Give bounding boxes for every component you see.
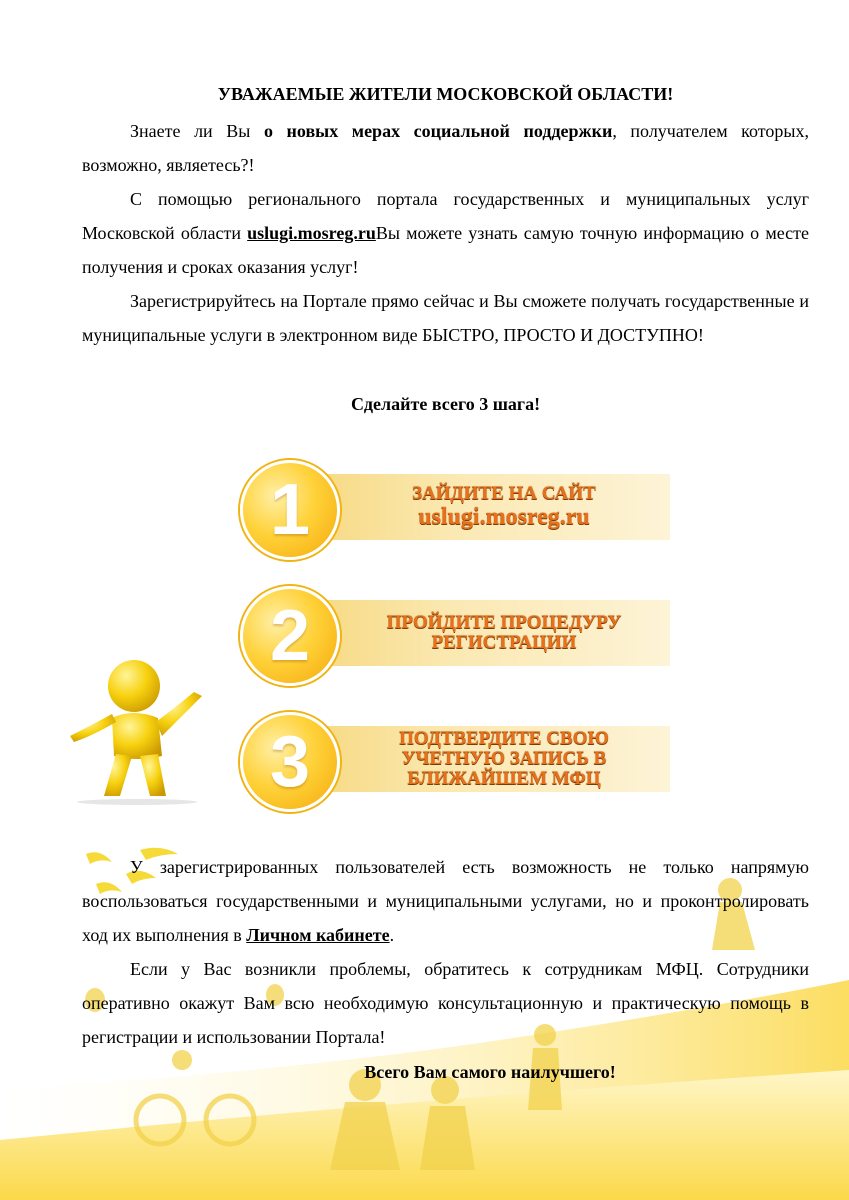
portal-paragraph — [82, 182, 809, 284]
closing-line: Всего Вам самого наилучшего! — [364, 1062, 616, 1082]
step-line: ЗАЙДИТЕ НА САЙТ — [412, 483, 596, 504]
step-link[interactable]: uslugi.mosreg.ru — [418, 504, 590, 530]
step-2 — [240, 586, 680, 682]
steps-heading: Сделайте всего 3 шага! — [350, 394, 541, 414]
step-1 — [240, 460, 680, 556]
step-number: 1 — [269, 470, 311, 550]
intro-text: Знаете ли Вы — [130, 121, 264, 141]
account-text-end: . — [389, 925, 395, 945]
step-text — [336, 600, 672, 666]
page-title: УВАЖАЕМЫЕ ЖИТЕЛИ МОСКОВСКОЙ ОБЛАСТИ! — [217, 84, 674, 104]
intro-paragraph — [82, 114, 809, 182]
step-number: 3 — [269, 722, 311, 802]
step-line: РЕГИСТРАЦИИ — [431, 632, 577, 653]
personal-cabinet-link[interactable]: Личном кабинете — [246, 925, 390, 945]
step-text — [336, 474, 672, 540]
portal-link[interactable]: uslugi.mosreg.ru — [247, 223, 376, 243]
help-paragraph: Если у Вас возникли проблемы, обратитесь к сотрудникам МФЦ. Сотрудники оперативно окажут Вам всю необходимую консультационную и практическую помощь в регистрации и использовании Портала! — [82, 959, 809, 1047]
register-paragraph: Зарегистрируйтесь на Портале прямо сейчас и Вы сможете получать государственные и муниципальные услуги в электронном виде БЫСТРО, ПРОСТО И ДОСТУПНО! — [82, 291, 809, 345]
step-3 — [240, 712, 680, 808]
step-line: ПРОЙДИТЕ ПРОЦЕДУРУ — [386, 612, 622, 633]
portal-text-end: Вы можете узнать самую точную информацию о месте получения и сроках оказания услуг! — [82, 223, 809, 277]
yellow-person-figure — [62, 656, 212, 806]
intro-bold-text: о новых мерах социальной поддержки — [263, 121, 613, 141]
portal-text: С помощью регионального портала государственных и муниципальных услуг Московской области — [82, 189, 809, 243]
step-line: УЧЕТНУЮ ЗАПИСЬ В — [401, 748, 607, 769]
step-line: БЛИЖАЙШЕМ МФЦ — [407, 768, 601, 789]
step-text — [336, 726, 672, 792]
account-text: У зарегистрированных пользователей есть возможность не только напрямую воспользоваться государственными и муниципальными услугами, но и проконтролировать ход их выполнения в — [82, 857, 809, 945]
account-paragraph — [82, 850, 809, 952]
step-line: ПОДТВЕРДИТЕ СВОЮ — [399, 728, 609, 749]
intro-text-end: , получателем которых, возможно, являетесь?! — [82, 121, 809, 175]
step-number: 2 — [269, 596, 311, 676]
